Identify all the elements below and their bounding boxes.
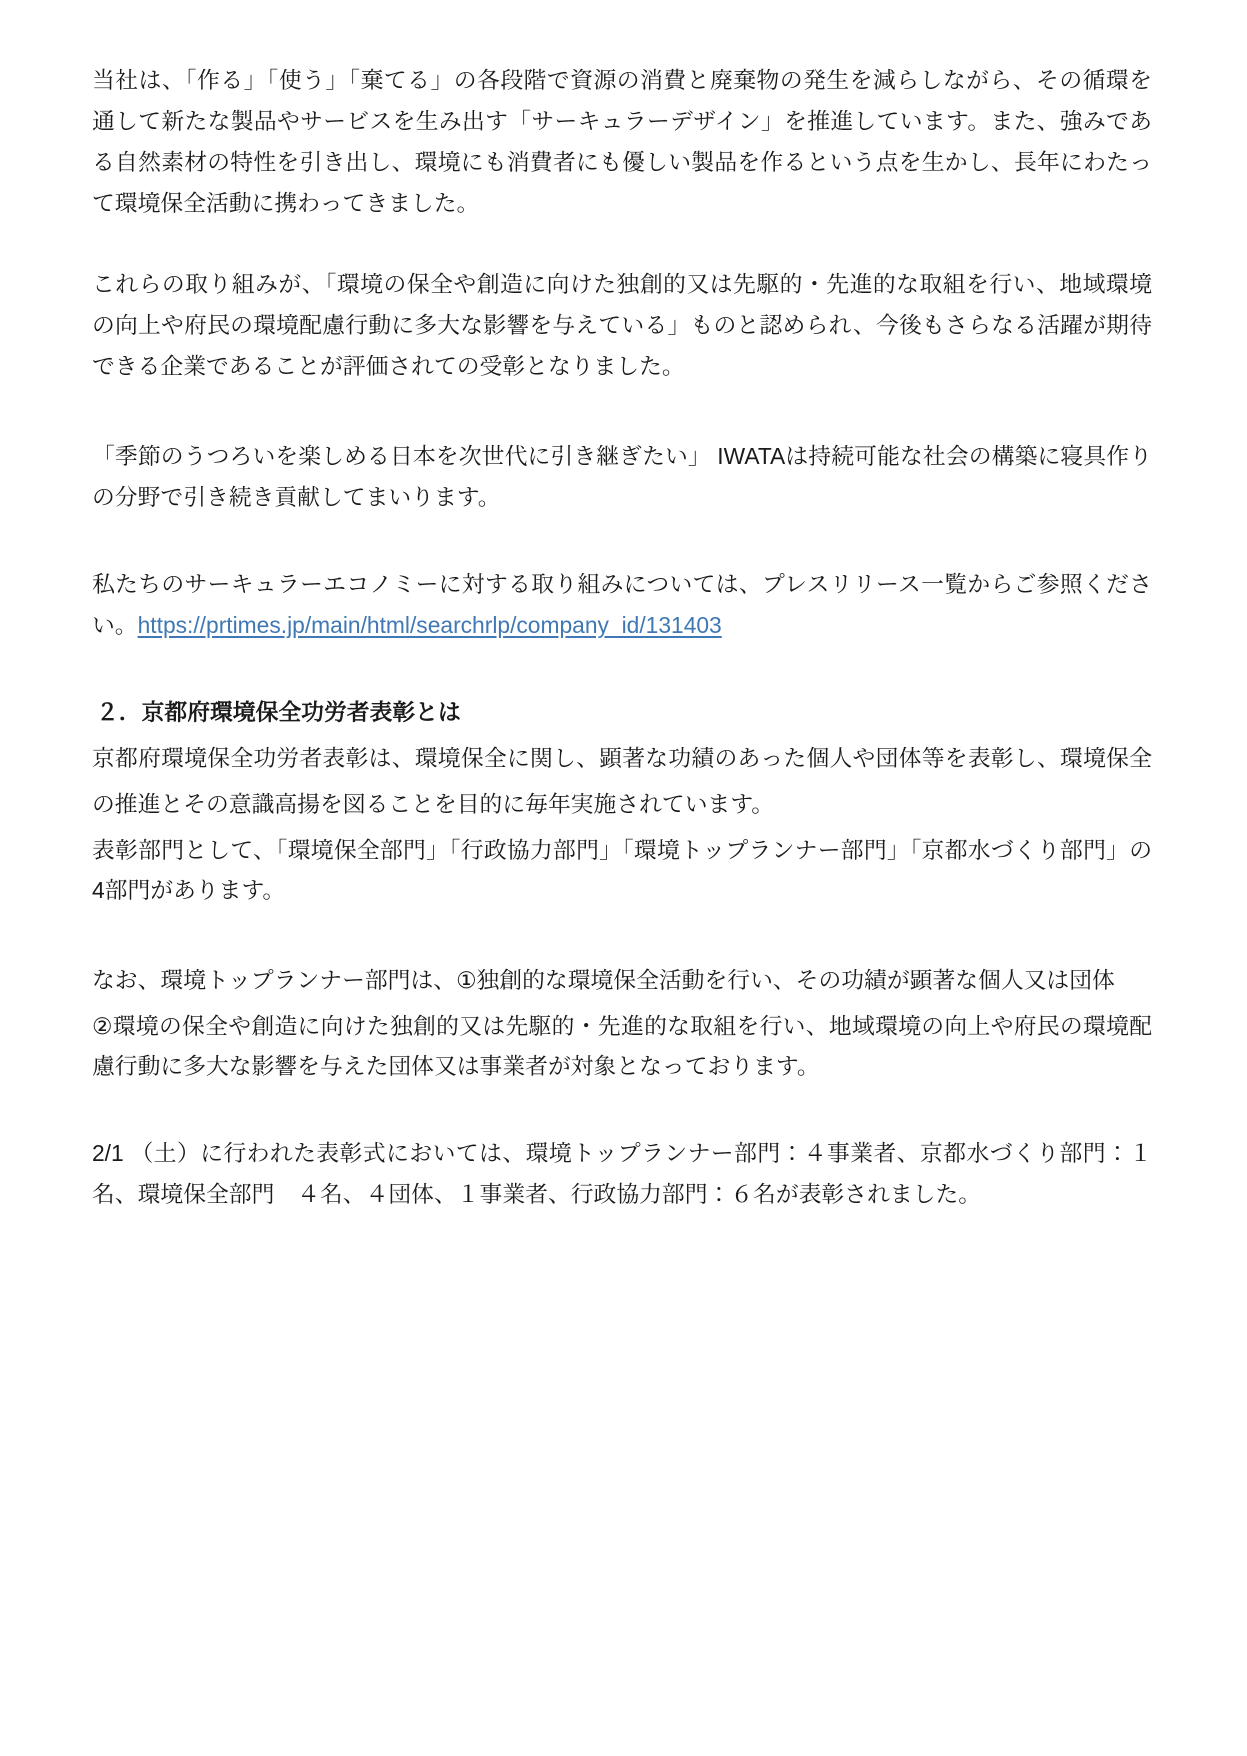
eligibility-item-2: ②環境の保全や創造に向けた独創的又は先駆的・先進的な取組を行い、地域環境の向上や府民の環境配慮行動に多大な影響を与えた団体又は事業者が対象となっております。 bbox=[92, 1013, 1152, 1079]
intro-paragraph: 当社は、「作る」「使う」「棄てる」の各段階で資源の消費と廃棄物の発生を減らしながら、その循環を通して新たな製品やサービスを生み出す「サーキュラーデザイン」を推進しています。また、強みである自然素材の特性を引き出し、環境にも消費者にも優しい製品を作るという点を生かし、長年にわたって環境保全活動に携わってきました。 bbox=[92, 67, 1152, 216]
document-body bbox=[92, 60, 1152, 1215]
press-release-paragraph bbox=[92, 564, 1152, 646]
award-overview-text: 京都府環境保全功労者表彰は、環境保全に関し、顕著な功績のあった個人や団体等を表彰し、環境保全の推進とその意識高揚を図ることを目的に毎年実施されています。 bbox=[92, 745, 1152, 817]
ceremony-results-paragraph: 2/1 （土）に行われた表彰式においては、環境トップランナー部門：４事業者、京都水づくり部門：１名、環境保全部門 ４名、４団体、１事業者、行政協力部門：６名が表彰されました。 bbox=[92, 1140, 1152, 1207]
award-description bbox=[92, 735, 1152, 910]
eligibility-paragraph bbox=[92, 957, 1152, 1086]
eligibility-item-1: なお、環境トップランナー部門は、①独創的な環境保全活動を行い、その功績が顕著な個人又は団体 bbox=[92, 967, 1115, 993]
award-categories-text: 表彰部門として、「環境保全部門」「行政協力部門」「環境トップランナー部門」「京都水づくり部門」の4部門があります。 bbox=[92, 837, 1152, 903]
recognition-paragraph: これらの取り組みが、「環境の保全や創造に向けた独創的又は先駆的・先進的な取組を行い、地域環境の向上や府民の環境配慮行動に多大な影響を与えている」ものと認められ、今後もさらなる活躍が期待できる企業であることが評価されての受彰となりました。 bbox=[92, 271, 1152, 379]
press-release-list-link[interactable]: https://prtimes.jp/main/html/searchrlp/company_id/131403 bbox=[137, 612, 722, 638]
press-release-text: 私たちのサーキュラーエコノミーに対する取り組みについては、プレスリリース一覧からご参照ください。 bbox=[92, 571, 1152, 638]
commitment-paragraph: 「季節のうつろいを楽しめる日本を次世代に引き継ぎたい」 IWATAは持続可能な社会の構築に寝具作りの分野で引き続き貢献してまいります。 bbox=[92, 443, 1152, 510]
section-2-heading: ２．京都府環境保全功労者表彰とは bbox=[96, 699, 461, 725]
